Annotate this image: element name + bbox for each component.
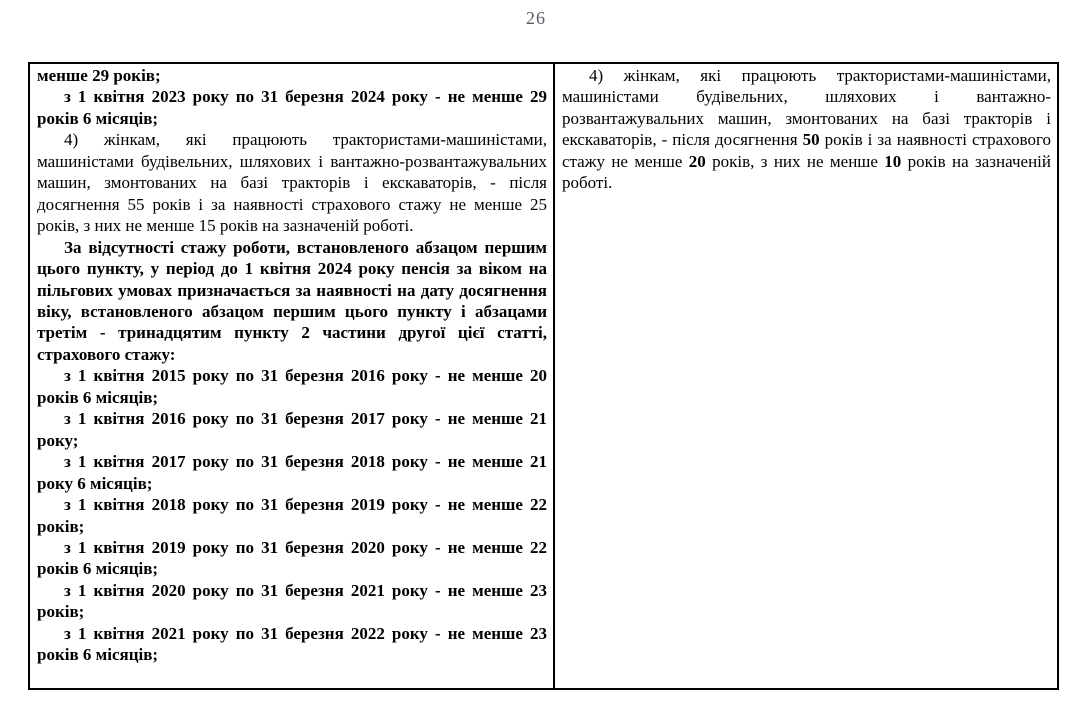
comparison-table [28, 62, 1059, 690]
text-run: 4) жінкам, які працюють трактористами-машиністами, машиністами будівельних, шляхових і вантажно-розвантажувальних машин, змонтованих на базі тракторів і екскаваторів, - після досягнення [562, 66, 1051, 150]
bold-text-run: 10 [884, 151, 902, 171]
text-run: років на зазначеній роботі. [562, 151, 1051, 193]
bold-text-run: з 1 квітня 2019 року по 31 березня 2020 року - не менше 22 років 6 місяців; [37, 537, 547, 579]
right-column-content [562, 65, 1051, 194]
right-column-cell [554, 63, 1058, 689]
bold-text-run: з 1 квітня 2015 року по 31 березня 2016 року - не менше 20 років 6 місяців; [37, 366, 547, 407]
page-number: 26 [526, 8, 546, 28]
bold-text-run: з 1 квітня 2023 року по 31 березня 2024 року - не менше 29 років 6 місяців; [37, 87, 547, 128]
bold-text-run: менше 29 років; [37, 66, 161, 85]
bold-text-run: з 1 квітня 2021 року по 31 березня 2022 року - не менше 23 років 6 місяців; [37, 623, 547, 665]
bold-text-run: з 1 квітня 2018 року по 31 березня 2019 року - не менше 22 років; [37, 495, 547, 536]
paragraph [37, 537, 547, 580]
text-run: років, з них не менше [705, 151, 885, 171]
paragraph [37, 623, 547, 666]
paragraph [37, 65, 547, 86]
bold-text-run: 50 [802, 130, 820, 150]
left-column-cell [29, 63, 554, 689]
paragraph [37, 129, 547, 236]
paragraph [562, 65, 1051, 194]
paragraph [37, 86, 547, 129]
table-row [29, 63, 1058, 689]
bold-text-run: з 1 квітня 2020 року по 31 березня 2021 року - не менше 23 років; [37, 580, 547, 622]
paragraph [37, 408, 547, 451]
left-column-content [37, 65, 547, 666]
paragraph [37, 365, 547, 408]
paragraph [37, 580, 547, 623]
paragraph [37, 451, 547, 494]
text-run: років і за наявності страхового стажу не менше [562, 130, 1051, 171]
paragraph [37, 494, 547, 537]
paragraph [37, 237, 547, 366]
text-run: 4) жінкам, які працюють трактористами-машиністами, машиністами будівельних, шляхових і вантажно-розвантажувальних машин, змонтованих на базі тракторів і екскаваторів, - після досягнення 55 років і за наявності страхового стажу не менше 25 років, з них не менше 15 років на зазначеній роботі. [37, 130, 547, 236]
bold-text-run: з 1 квітня 2016 року по 31 березня 2017 року - не менше 21 року; [37, 409, 547, 450]
bold-text-run: За відсутності стажу роботи, встановленого абзацом першим цього пункту, у період до 1 квітня 2024 року пенсія за віком на пільгових умовах призначається за наявності на дату досягнення віку, встановленого абзацом першим цього пункту і абзацами третім - тринадцятим пункту 2 частини другої цієї статті, страхового стажу: [37, 237, 547, 364]
bold-text-run: 20 [688, 151, 706, 171]
bold-text-run: з 1 квітня 2017 року по 31 березня 2018 року - не менше 21 року 6 місяців; [37, 452, 547, 493]
